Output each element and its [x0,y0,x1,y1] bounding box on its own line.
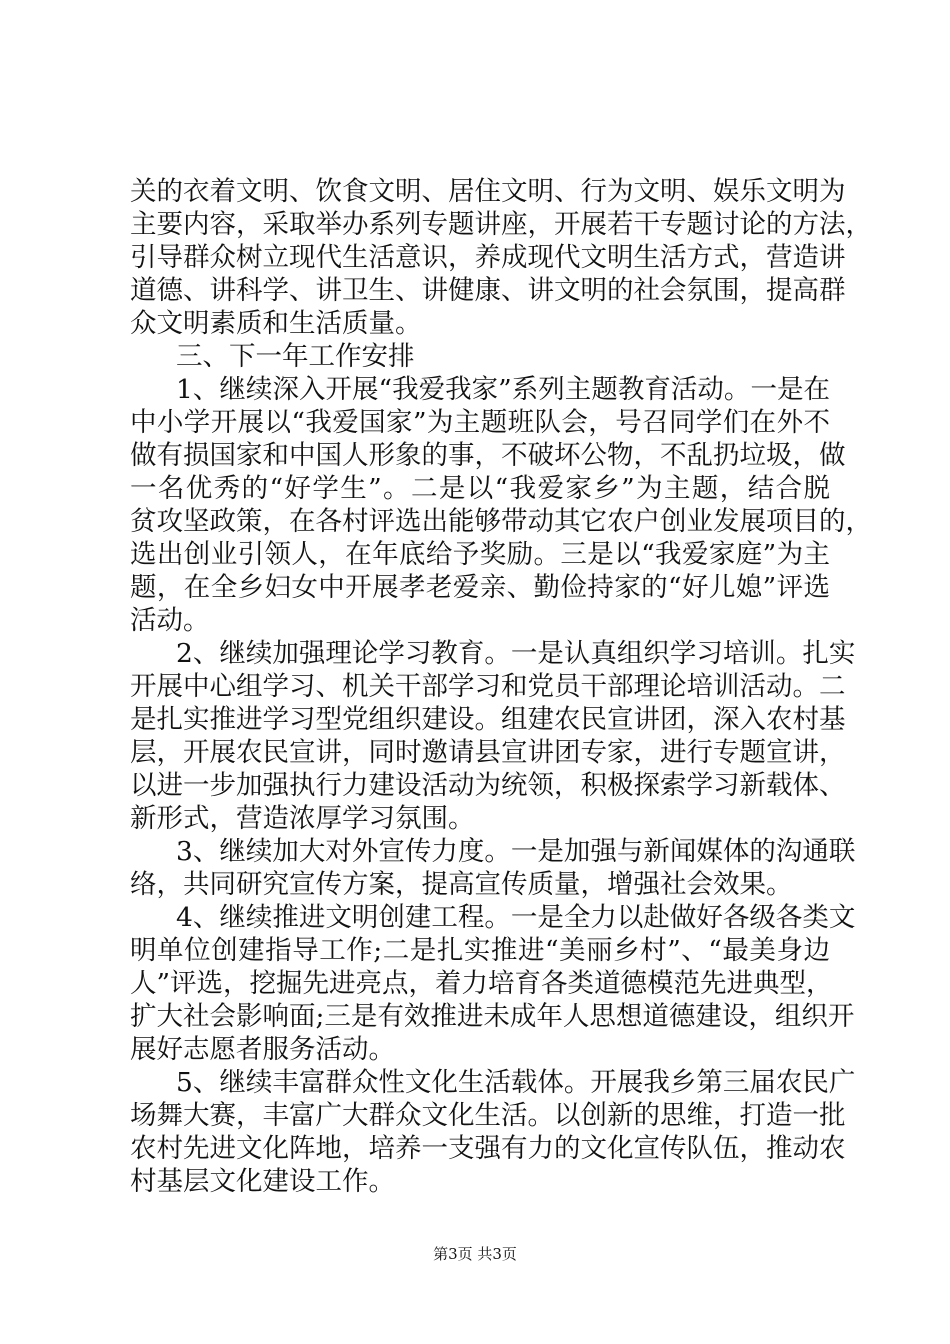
text-line: 新形式，营造浓厚学习氛围。 [130,803,475,834]
text-line: 络，共同研究宣传方案，提高宣传质量，增强社会效果。 [130,869,793,900]
text-line: 3、继续加大对外宣传力度。一是加强与新闻媒体的沟通联 [176,836,856,867]
text-line: 4、继续推进文明创建工程。一是全力以赴做好各级各类文 [176,902,856,933]
text-line: 活动。 [130,605,210,636]
text-line: 展好志愿者服务活动。 [130,1034,395,1065]
text-line: 是扎实推进学习型党组织建设。组建农民宣讲团，深入农村基 [130,704,846,735]
text-line: 扩大社会影响面;三是有效推进未成年人思想道德建设，组织开 [130,1001,855,1032]
text-line: 人”评选，挖掘先进亮点，着力培育各类道德模范先进典型， [130,968,833,999]
text-line: 引导群众树立现代生活意识，养成现代文明生活方式，营造讲 [130,242,846,273]
text-line: 明单位创建指导工作;二是扎实推进“美丽乡村”、“最美身边 [130,935,830,966]
text-line: 选出创业引领人，在年底给予奖励。三是以“我爱家庭”为主 [130,539,830,570]
text-line: 开展中心组学习、机关干部学习和党员干部理论培训活动。二 [130,671,846,702]
text-line: 5、继续丰富群众性文化生活载体。开展我乡第三届农民广 [176,1067,856,1098]
text-line: 贫攻坚政策，在各村评选出能够带动其它农户创业发展项目的， [130,506,872,537]
section-heading: 三、下一年工作安排 [176,341,415,372]
text-line: 众文明素质和生活质量。 [130,308,422,339]
text-line: 村基层文化建设工作。 [130,1166,395,1197]
text-line: 2、继续加强理论学习教育。一是认真组织学习培训。扎实 [176,638,856,669]
page-footer: 第3页 共3页 [433,1245,517,1263]
text-line: 做有损国家和中国人形象的事，不破坏公物，不乱扔垃圾，做 [130,440,846,471]
text-line: 关的衣着文明、饮食文明、居住文明、行为文明、娱乐文明为 [130,176,846,207]
document-body [130,175,872,1198]
text-line: 一名优秀的“好学生”。二是以“我爱家乡”为主题，结合脱 [130,473,830,504]
text-line: 1、继续深入开展“我爱我家”系列主题教育活动。一是在 [176,374,830,405]
text-line: 中小学开展以“我爱国家”为主题班队会，号召同学们在外不 [130,407,830,438]
text-line: 场舞大赛，丰富广大群众文化生活。以创新的思维，打造一批 [130,1100,846,1131]
text-line: 农村先进文化阵地，培养一支强有力的文化宣传队伍，推动农 [130,1133,846,1164]
text-line: 题，在全乡妇女中开展孝老爱亲、勤俭持家的“好儿媳”评选 [130,572,830,603]
text-line: 主要内容，采取举办系列专题讲座，开展若干专题讨论的方法， [130,209,872,240]
text-line: 道德、讲科学、讲卫生、讲健康、讲文明的社会氛围，提高群 [130,275,846,306]
text-line: 层，开展农民宣讲，同时邀请县宣讲团专家，进行专题宣讲， [130,737,846,768]
text-line: 以进一步加强执行力建设活动为统领，积极探索学习新载体、 [130,770,846,801]
